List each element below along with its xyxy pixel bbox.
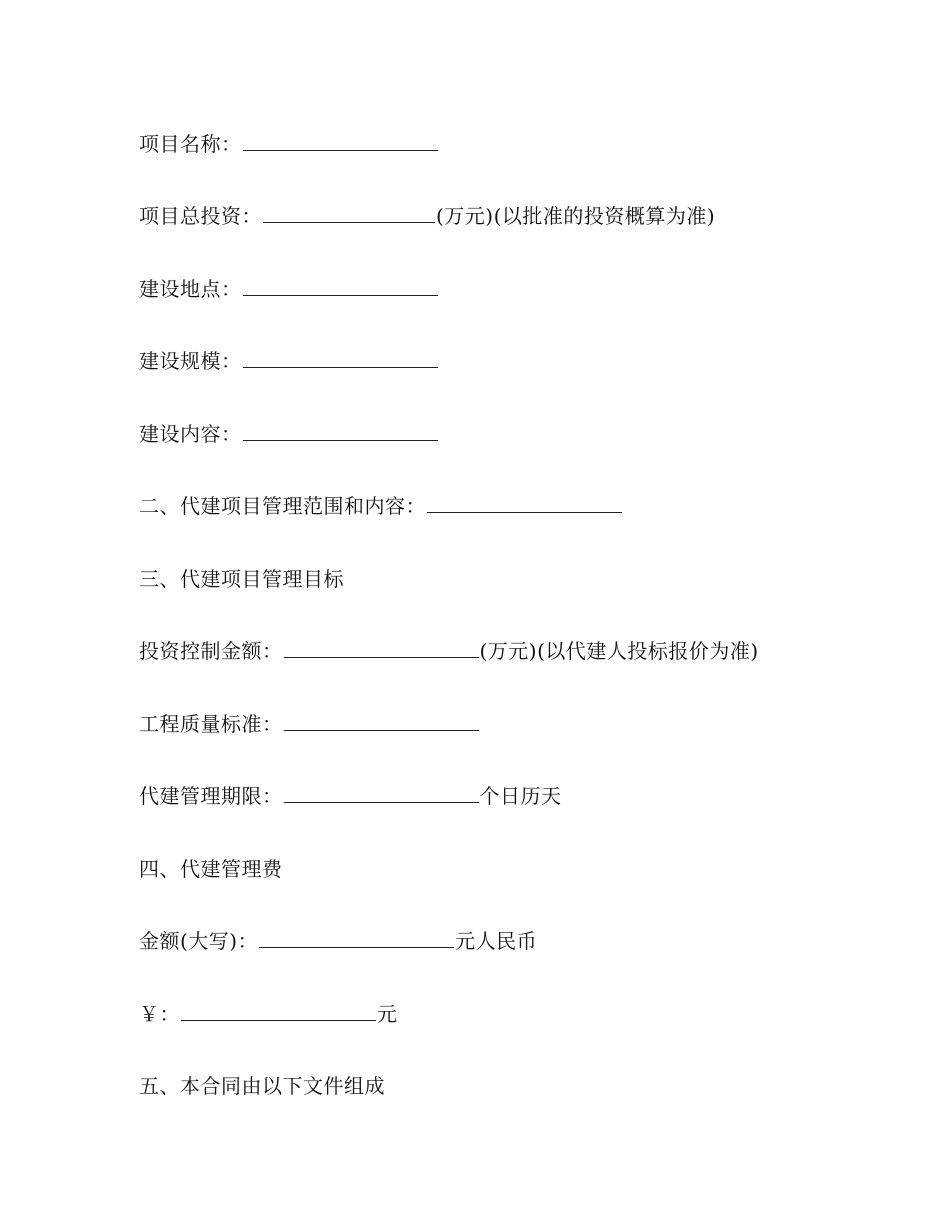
construction-scale-line [139, 346, 439, 376]
management-period-line [139, 781, 562, 811]
total-investment-blank[interactable] [263, 202, 435, 223]
amount-yuan-label: ￥： [139, 1002, 180, 1026]
amount-capital-line [139, 926, 537, 956]
section-three-label: 三、代建项目管理目标 [139, 567, 344, 591]
amount-yuan-suffix: 元 [377, 1002, 398, 1026]
construction-scale-label: 建设规模： [139, 349, 242, 373]
section-four-heading [139, 854, 283, 884]
amount-capital-label: 金额(大写)： [139, 929, 259, 953]
construction-location-blank[interactable] [243, 275, 438, 296]
quality-standard-blank[interactable] [284, 710, 479, 731]
total-investment-line [139, 201, 715, 231]
construction-location-label: 建设地点： [139, 277, 242, 301]
project-name-line [139, 129, 439, 159]
project-name-label: 项目名称： [139, 132, 242, 156]
construction-content-blank[interactable] [243, 420, 438, 441]
management-scope-label: 二、代建项目管理范围和内容： [139, 494, 426, 518]
section-five-heading [139, 1071, 385, 1101]
amount-capital-blank[interactable] [259, 927, 454, 948]
quality-standard-line [139, 709, 480, 739]
management-period-label: 代建管理期限： [139, 784, 283, 808]
amount-yuan-blank[interactable] [181, 1000, 376, 1021]
investment-control-blank[interactable] [284, 637, 479, 658]
management-period-blank[interactable] [284, 782, 479, 803]
management-period-suffix: 个日历天 [479, 784, 562, 808]
total-investment-label: 项目总投资： [139, 204, 262, 228]
construction-scale-blank[interactable] [243, 347, 438, 368]
investment-control-label: 投资控制金额： [139, 639, 283, 663]
total-investment-suffix: (万元)(以批准的投资概算为准) [436, 204, 716, 228]
section-four-label: 四、代建管理费 [139, 857, 283, 881]
construction-location-line [139, 274, 439, 304]
investment-control-line [139, 636, 759, 666]
project-name-blank[interactable] [243, 130, 438, 151]
management-scope-line [139, 491, 623, 521]
management-scope-blank[interactable] [427, 492, 622, 513]
construction-content-label: 建设内容： [139, 422, 242, 446]
amount-capital-suffix: 元人民币 [455, 929, 538, 953]
section-five-label: 五、本合同由以下文件组成 [139, 1074, 385, 1098]
construction-content-line [139, 419, 439, 449]
quality-standard-label: 工程质量标准： [139, 712, 283, 736]
investment-control-suffix: (万元)(以代建人投标报价为准) [479, 639, 759, 663]
section-three-heading [139, 564, 344, 594]
amount-yuan-line [139, 999, 398, 1029]
